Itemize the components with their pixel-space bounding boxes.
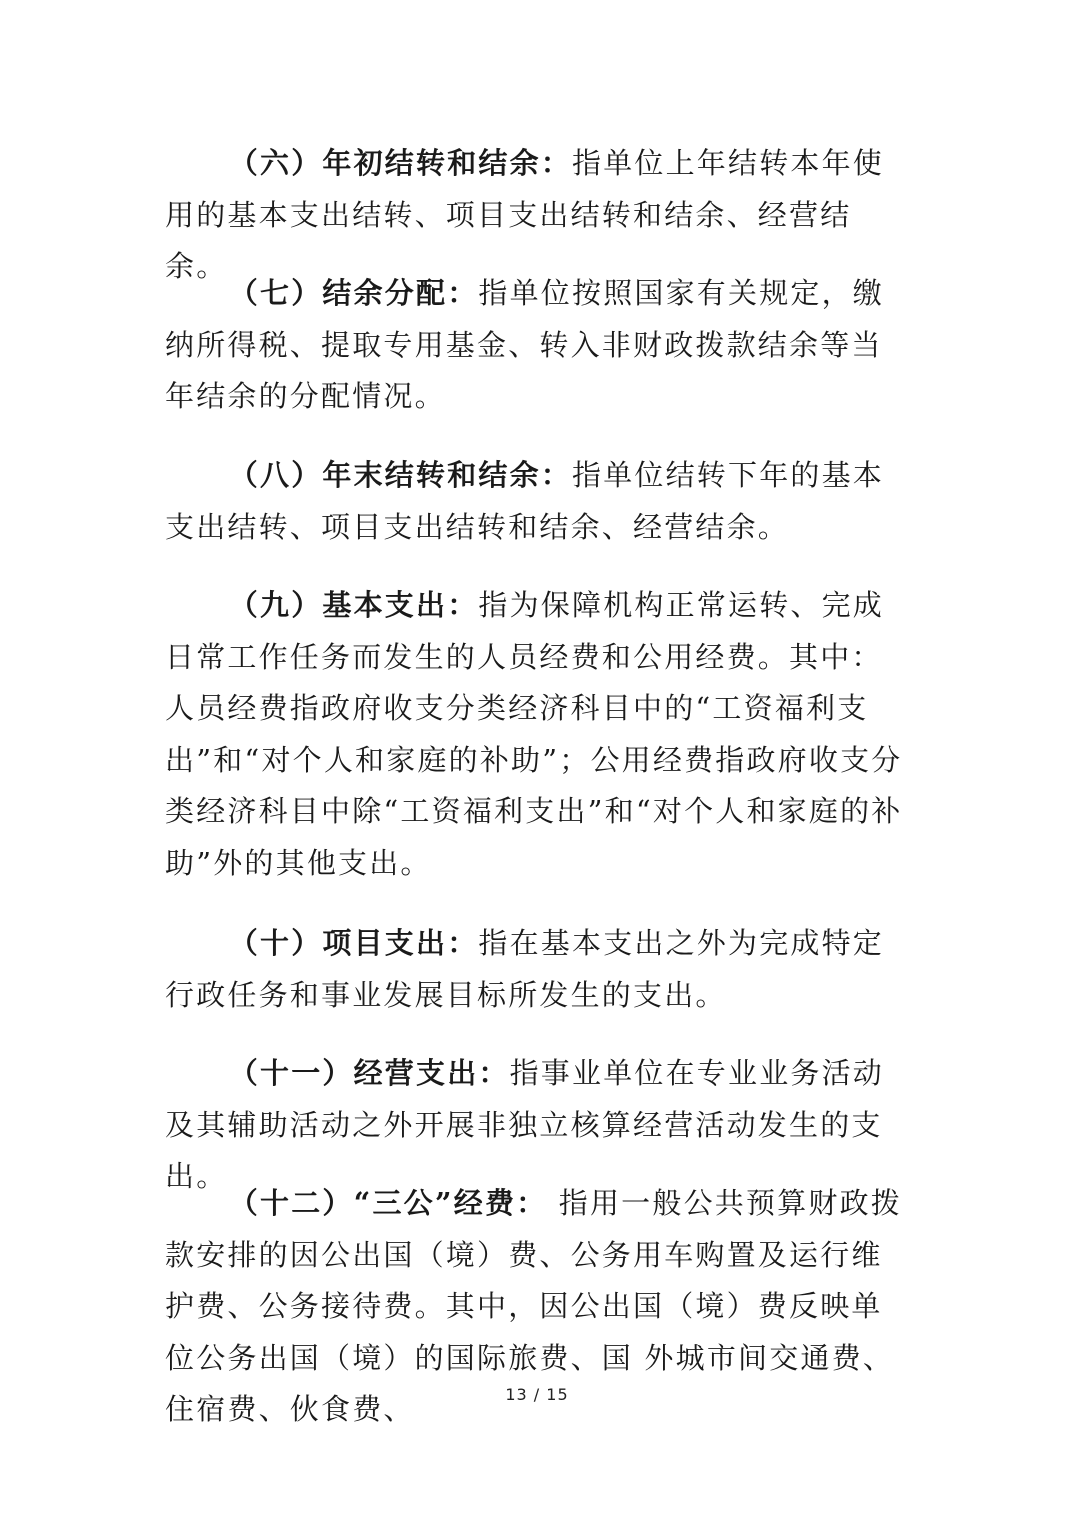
term-label: （十一）经营支出： xyxy=(228,1056,510,1090)
page-number: 13 / 15 xyxy=(505,1385,569,1404)
term-definition: 指单位结转下年的基本支出结转、项目支出结转和结余、经营结余。 xyxy=(165,458,885,544)
term-label: （十二）“三公”经费： xyxy=(228,1186,548,1220)
paragraph-surplus-distribution xyxy=(165,268,905,423)
term-label: （十）项目支出： xyxy=(228,926,479,960)
term-label: （八）年末结转和结余： xyxy=(228,458,572,492)
term-label: （九）基本支出： xyxy=(228,588,479,622)
term-definition: 指单位上年结转本年使用的基本支出结转、项目支出结转和结余、经营结余。 xyxy=(165,146,885,283)
term-definition: 指为保障机构正常运转、完成日常工作任务而发生的人员经费和公用经费。其中：人员经费指政府收支分类经济科目中的“工资福利支出”和“对个人和家庭的补助”；公用经费指政府收支分类经济科目中除“工资福利支出”和“对个人和家庭的补助”外的其他支出。 xyxy=(165,588,903,880)
term-definition: 指在基本支出之外为完成特定行政任务和事业发展目标所发生的支出。 xyxy=(165,926,885,1012)
paragraph-project-expenditure xyxy=(165,918,905,1021)
paragraph-year-end-carryover xyxy=(165,450,905,553)
term-definition: 指事业单位在专业业务活动及其辅助活动之外开展非独立核算经营活动发生的支出。 xyxy=(165,1056,885,1193)
paragraph-basic-expenditure xyxy=(165,580,905,889)
term-label: （七）结余分配： xyxy=(228,276,479,310)
term-definition: 指用一般公共预算财政拨款安排的因公出国（境）费、公务用车购置及运行维护费、公务接待费。其中，因公出国（境）费反映单位公务出国（境）的国际旅费、国 外城市间交通费、住宿费、伙食费、 xyxy=(165,1186,902,1426)
term-label: （六）年初结转和结余： xyxy=(228,146,572,180)
term-definition: 指单位按照国家有关规定，缴纳所得税、提取专用基金、转入非财政拨款结余等当年结余的分配情况。 xyxy=(165,276,885,413)
